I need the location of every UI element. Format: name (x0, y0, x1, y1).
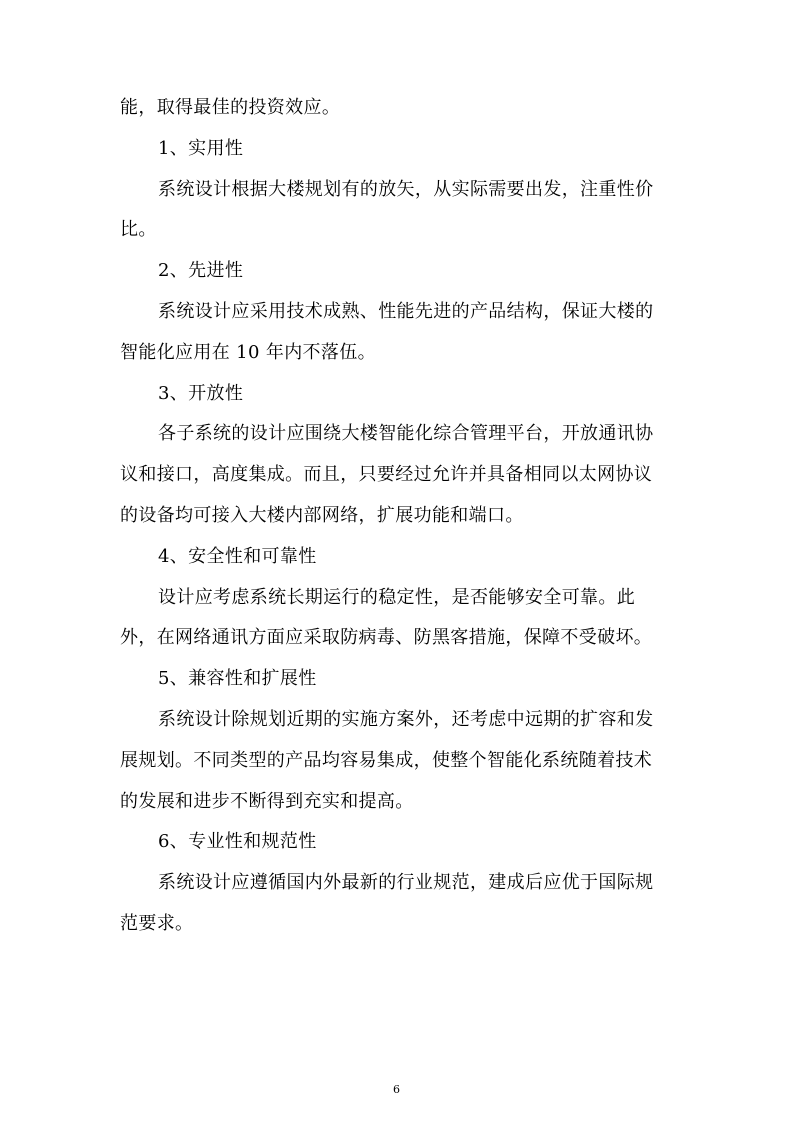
page-number: 6 (393, 1083, 400, 1096)
document-body (120, 88, 665, 945)
heading-compatibility-scalability: 5、兼容性和扩展性 (158, 668, 317, 690)
heading-advancement: 2、先进性 (158, 260, 244, 282)
paragraph-practicality: 系统设计根据大楼规划有的放矢，从实际需要出发，注重性价比。 (120, 178, 654, 241)
paragraph-advancement: 系统设计应采用技术成熟、性能先进的产品结构，保证大楼的智能化应用在 10 年内不落伍。 (120, 300, 654, 363)
paragraph-openness: 各子系统的设计应围绕大楼智能化综合管理平台，开放通讯协议和接口，高度集成。而且，只要经过允许并具备相同以太网协议的设备均可接入大楼内部网络，扩展功能和端口。 (120, 423, 654, 526)
heading-practicality: 1、实用性 (158, 137, 244, 159)
heading-openness: 3、开放性 (158, 382, 244, 404)
paragraph-continuation: 能，取得最佳的投资效应。 (120, 97, 341, 118)
paragraph-compatibility-scalability: 系统设计除规划近期的实施方案外，还考虑中远期的扩容和发展规划。不同类型的产品均容易集成，使整个智能化系统随着技术的发展和进步不断得到充实和提高。 (120, 708, 654, 812)
paragraph-professionalism-standards: 系统设计应遵循国内外最新的行业规范，建成后应优于国际规范要求。 (120, 872, 654, 934)
heading-security-reliability: 4、安全性和可靠性 (158, 545, 317, 567)
heading-professionalism-standards: 6、专业性和规范性 (158, 831, 317, 853)
paragraph-security-reliability: 设计应考虑系统长期运行的稳定性，是否能够安全可靠。此外，在网络通讯方面应采取防病毒、防黑客措施，保障不受破坏。 (120, 586, 653, 649)
